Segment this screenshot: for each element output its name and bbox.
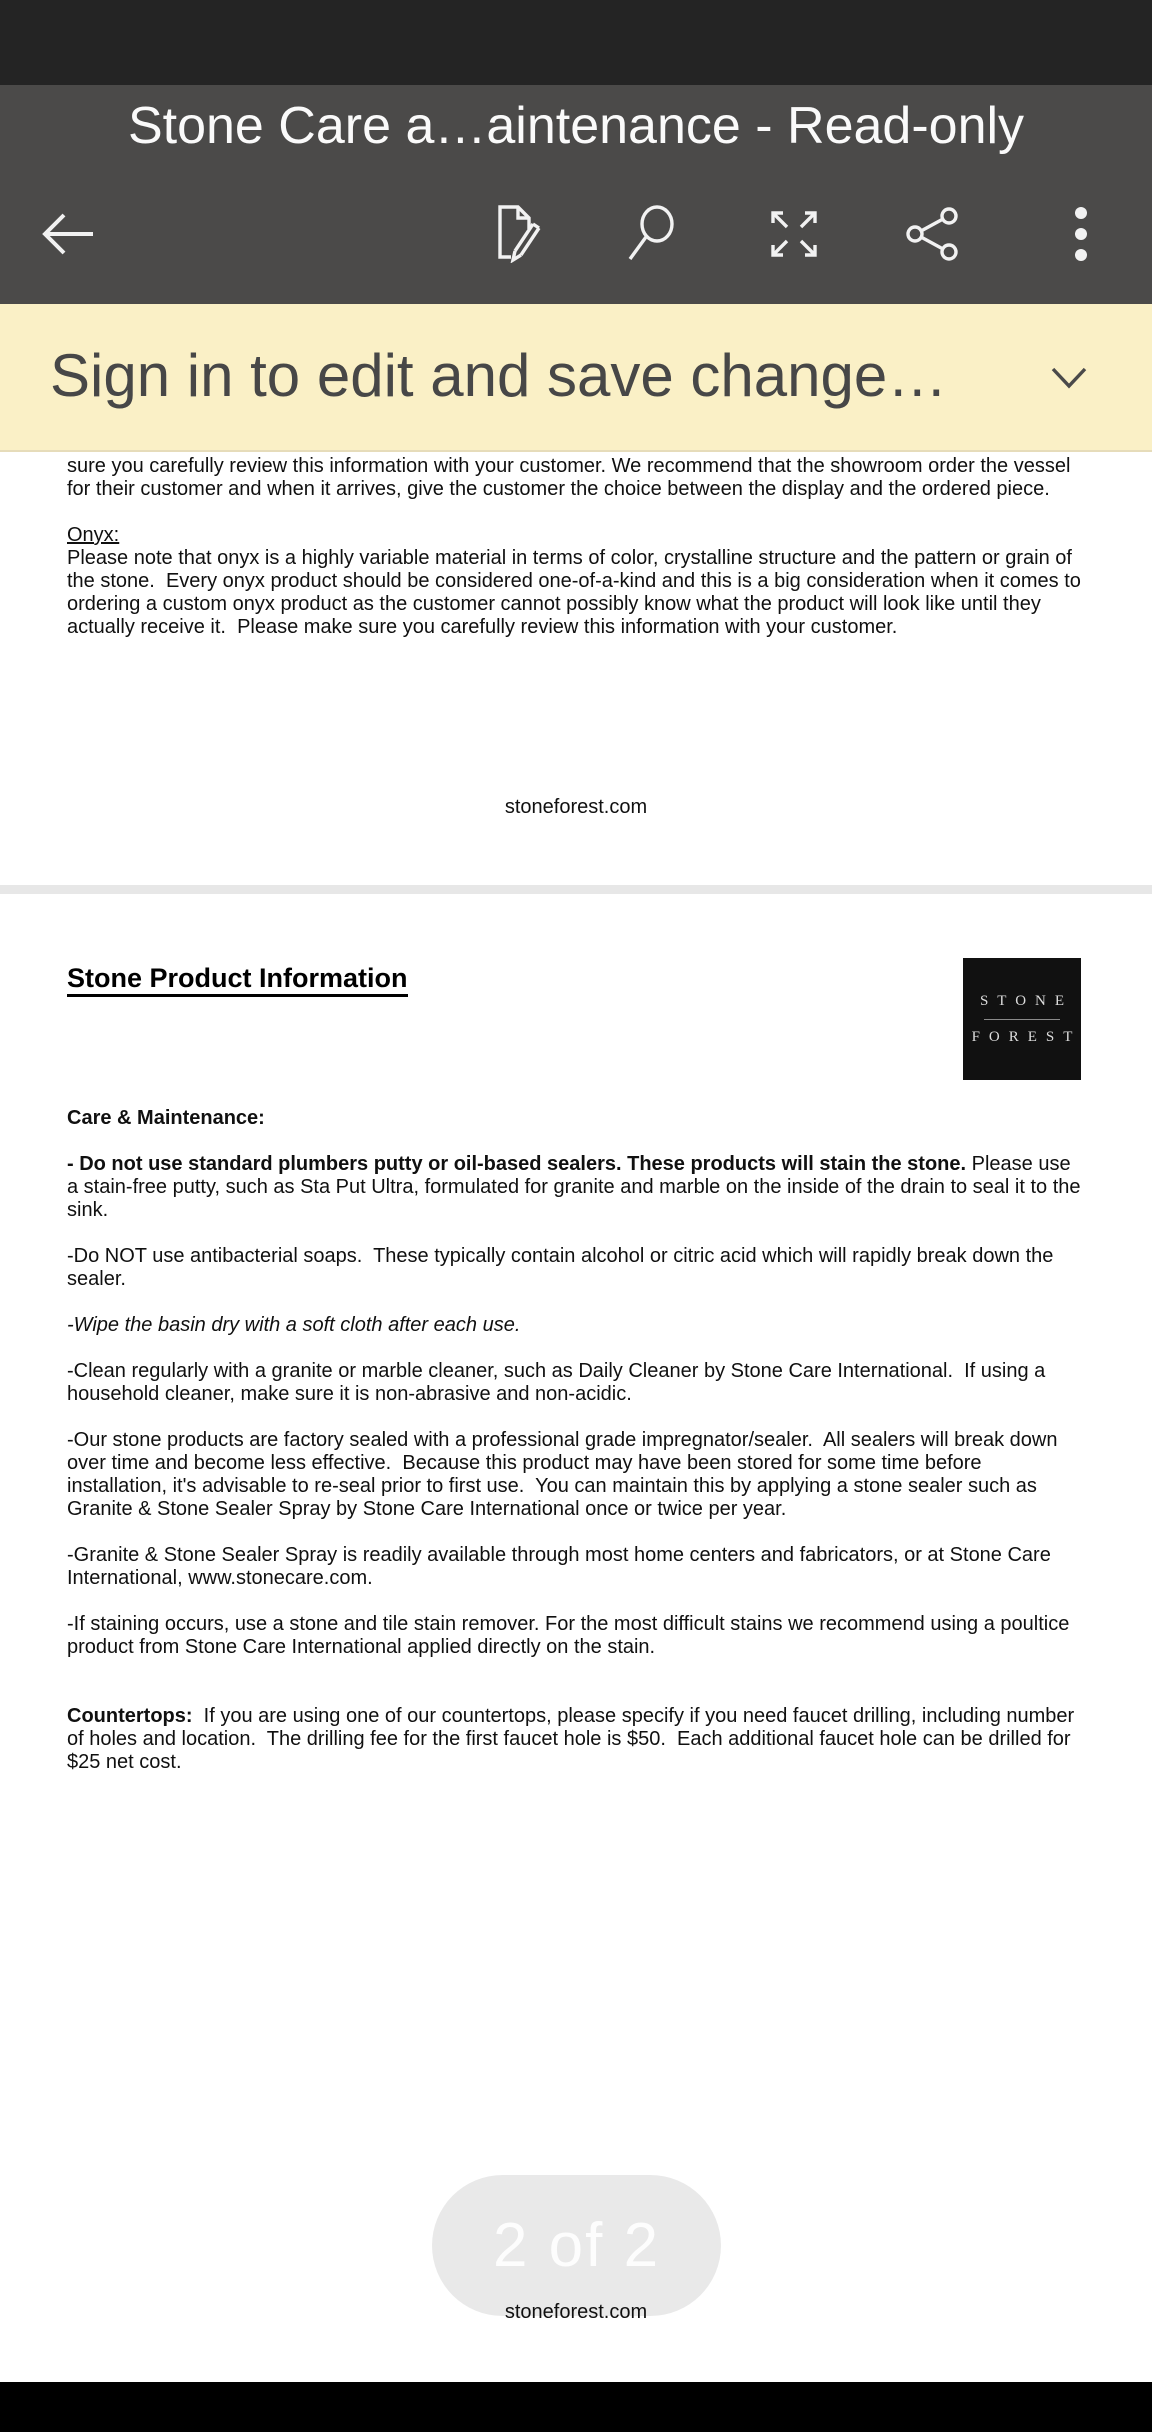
paragraph: -Wipe the basin dry with a soft cloth after each use. bbox=[67, 1314, 521, 1336]
paragraph bbox=[67, 1291, 1087, 1314]
paragraph: -If staining occurs, use a stone and tile stain remover. For the most difficult stains we recommend using a poultice product from Stone Care International applied directly on the stain. bbox=[67, 1613, 1075, 1658]
search-icon bbox=[626, 205, 678, 263]
paragraph: Please note that onyx is a highly variable material in terms of color, crystalline structure and the pattern or grain of the stone. Every onyx product should be considered one-of-a-kind and this is a big consideration when it comes to ordering a custom onyx product as the customer cannot possibly know what the product will look like until they actually receive it. Please make sure you carefully review this information with your customer. bbox=[67, 547, 1087, 638]
paragraph: Countertops: If you are using one of our countertops, please specify if you need faucet drilling, including number of holes and location. The drilling fee for the first faucet hole is $50. Each additional faucet hole can be drilled for $25 net cost. bbox=[67, 1705, 1080, 1773]
paragraph bbox=[67, 1406, 1087, 1429]
paragraph: sure you carefully review this information with your customer. We recommend that the showroom order the vessel for their customer and when it arrives, give the customer the choice between the display and the ordered piece. bbox=[67, 455, 1076, 500]
share-icon bbox=[904, 206, 960, 262]
toolbar bbox=[0, 201, 1152, 271]
fullscreen-button[interactable] bbox=[766, 201, 822, 267]
paragraph: -Our stone products are factory sealed with a professional grade impregnator/sealer. All sealers will break down over time and become less effective. Because this product may have been stored for some time before installation, it's advisable to re-seal prior to first use. You can maintain this by applying a stone sealer such as Granite & Stone Sealer Spray by Stone Care International once or twice per year. bbox=[67, 1429, 1064, 1520]
page-separator bbox=[0, 885, 1152, 894]
overflow-menu-button[interactable] bbox=[1053, 201, 1109, 267]
paragraph: Care & Maintenance: bbox=[67, 1107, 265, 1129]
document-page-2 bbox=[0, 894, 1152, 2382]
logo-divider bbox=[984, 1019, 1060, 1020]
logo-line-2: FOREST bbox=[971, 1028, 1082, 1045]
edit-icon bbox=[489, 205, 543, 263]
page-indicator bbox=[432, 2175, 721, 2316]
share-button[interactable] bbox=[904, 201, 960, 267]
paragraph bbox=[67, 1130, 1087, 1153]
chevron-down-icon[interactable] bbox=[1050, 366, 1088, 395]
paragraph: Onyx: bbox=[67, 524, 120, 546]
edit-button[interactable] bbox=[488, 201, 544, 267]
page-1-body bbox=[67, 455, 1087, 639]
paragraph: -Granite & Stone Sealer Spray is readily available through most home centers and fabricators, or at Stone Care International, www.stonecare.com. bbox=[67, 1544, 1057, 1589]
paragraph bbox=[67, 1682, 1087, 1705]
android-nav-bar bbox=[0, 2382, 1152, 2432]
paragraph bbox=[67, 1521, 1087, 1544]
paragraph bbox=[67, 501, 1087, 524]
back-icon bbox=[39, 211, 97, 257]
paragraph bbox=[67, 1337, 1087, 1360]
search-button[interactable] bbox=[624, 201, 680, 267]
paragraph bbox=[67, 1590, 1087, 1613]
overflow-menu-icon bbox=[1069, 205, 1093, 263]
app-header bbox=[0, 85, 1152, 304]
page-indicator-text: 2 of 2 bbox=[492, 2211, 661, 2280]
page-2-footer: stoneforest.com bbox=[504, 2301, 648, 2323]
paragraph: -Do NOT use antibacterial soaps. These typically contain alcohol or citric acid which will rapidly break down the sealer. bbox=[67, 1245, 1059, 1290]
document-title: Stone Care a…aintenance - Read-only bbox=[127, 97, 1025, 155]
page-1-footer: stoneforest.com bbox=[504, 796, 648, 818]
page-2-body bbox=[67, 1107, 1087, 1774]
document-heading: Stone Product Information bbox=[67, 962, 408, 994]
status-bar bbox=[0, 0, 1152, 85]
fullscreen-icon bbox=[767, 207, 821, 261]
paragraph: -Clean regularly with a granite or marble cleaner, such as Daily Cleaner by Stone Care International. If using a household cleaner, make sure it is non-abrasive and non-acidic. bbox=[67, 1360, 1051, 1405]
logo-line-1: STONE bbox=[979, 992, 1074, 1009]
document-page-1 bbox=[0, 452, 1152, 885]
stone-forest-logo bbox=[963, 958, 1081, 1080]
signin-banner[interactable] bbox=[0, 304, 1152, 452]
back-button[interactable] bbox=[40, 201, 96, 267]
paragraph bbox=[67, 1222, 1087, 1245]
signin-banner-text: Sign in to edit and save change… bbox=[50, 342, 948, 410]
paragraph bbox=[67, 1659, 1087, 1682]
paragraph: - Do not use standard plumbers putty or oil-based sealers. These products will stain the stone. Please use a stain-free putty, such as Sta Put Ultra, formulated for granite and marble on the inside of the drain to seal it to the sink. bbox=[67, 1153, 1087, 1221]
